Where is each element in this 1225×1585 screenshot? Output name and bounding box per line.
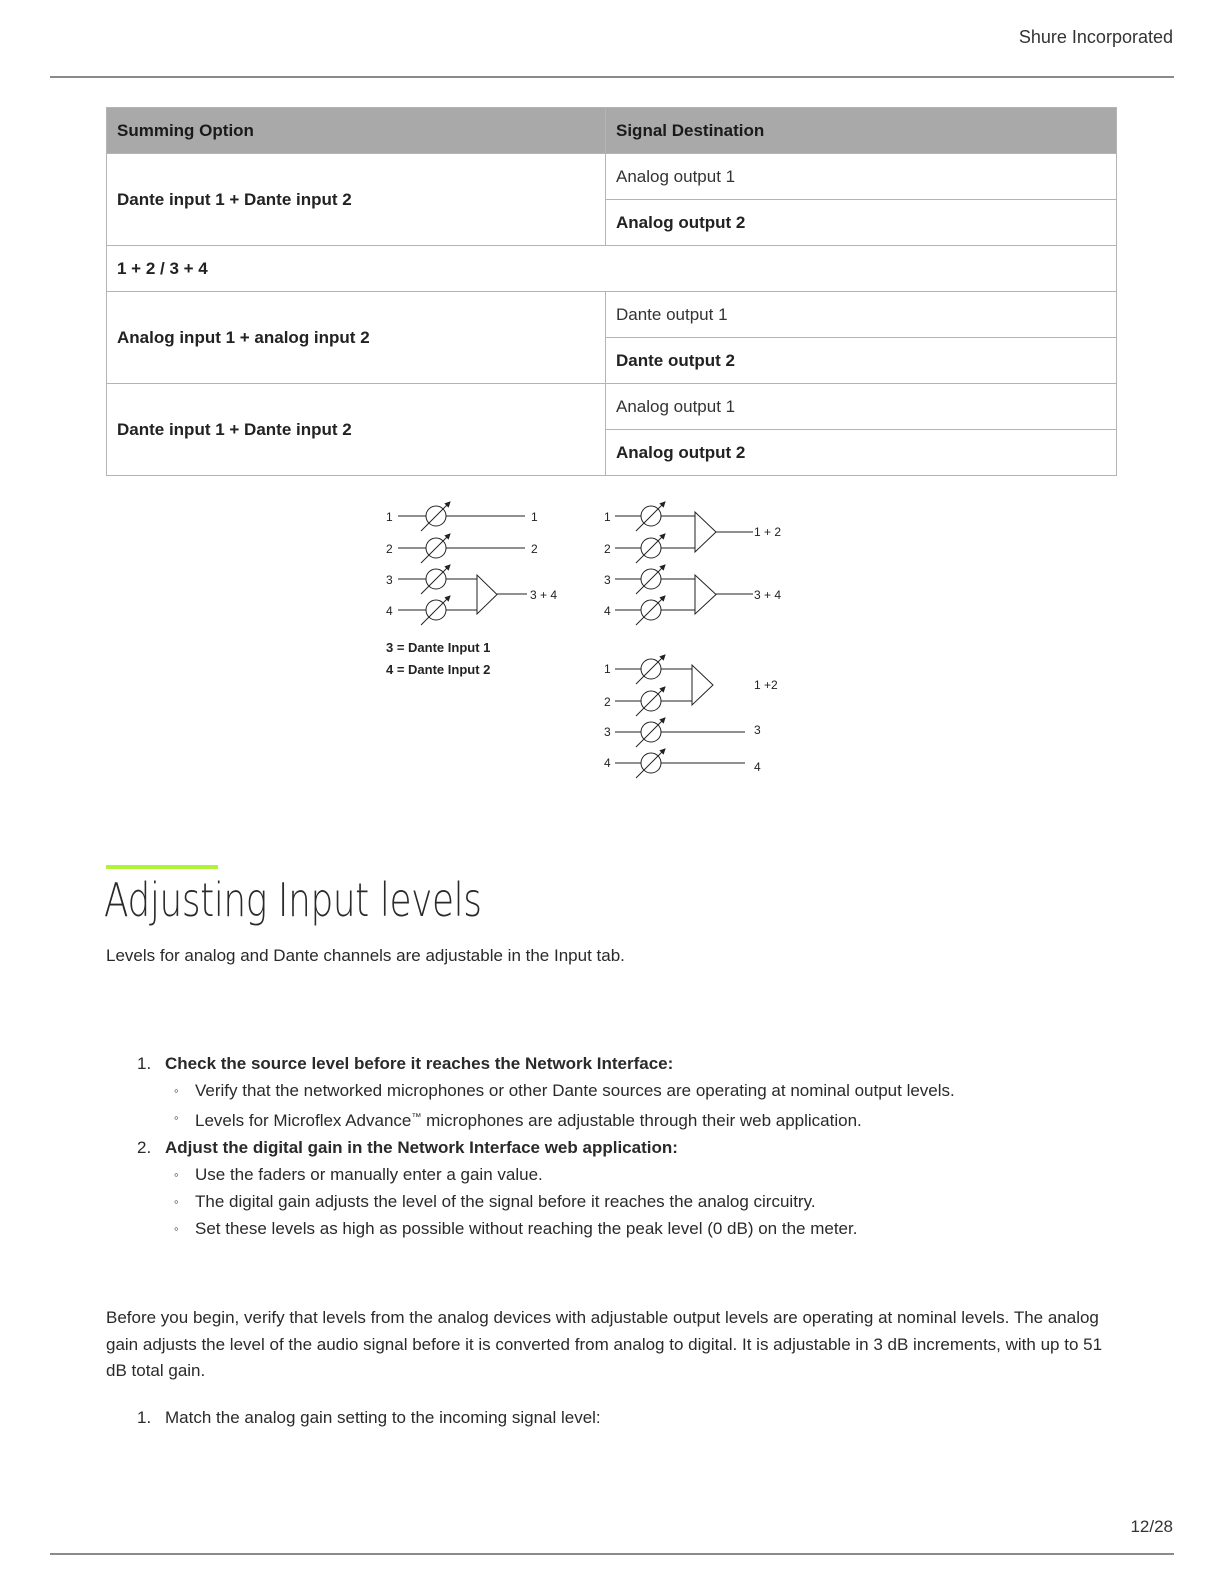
input-label: 3 [604, 725, 611, 739]
column-header-summing-option: Summing Option [107, 108, 606, 154]
sub-item-text: The digital gain adjusts the level of the signal before it reaches the analog circuitry. [195, 1192, 816, 1211]
input-label: 1 [604, 662, 611, 676]
input-label: 3 [604, 573, 611, 587]
column-header-signal-destination: Signal Destination [606, 108, 1117, 154]
table-row [107, 292, 1117, 338]
step-heading: Check the source level before it reaches the Network Interface: [165, 1054, 674, 1073]
sum-label: 3 + 4 [530, 588, 558, 602]
output-label: 3 [754, 723, 761, 737]
sub-item-text: Set these levels as high as possible without reaching the peak level (0 dB) on the meter. [195, 1219, 858, 1238]
input-label: 4 [386, 604, 393, 618]
step-number: 1. [137, 1054, 152, 1073]
table-row [107, 384, 1117, 430]
sub-item-text: microphones are adjustable through their web application. [421, 1111, 862, 1130]
destination-cell: Analog output 1 [606, 154, 1117, 200]
destination-cell: Analog output 2 [606, 430, 1117, 476]
input-label: 4 [604, 604, 611, 618]
section-title: Adjusting Input levels [104, 873, 482, 927]
list-item [106, 1134, 1116, 1242]
analog-steps-list [106, 1404, 601, 1431]
page-number: 12/28 [1130, 1517, 1173, 1536]
step-text: Match the analog gain setting to the incoming signal level: [165, 1408, 601, 1427]
sub-list-item [165, 1077, 1116, 1104]
sub-list-item [165, 1104, 1116, 1134]
list-item [106, 1404, 601, 1431]
section-label-cell: 1 + 2 / 3 + 4 [107, 246, 1117, 292]
step-number: 2. [137, 1138, 152, 1157]
table-header-row [107, 108, 1117, 154]
list-item [106, 1050, 1116, 1134]
summing-option-cell: Dante input 1 + Dante input 2 [107, 384, 606, 476]
destination-cell: Analog output 2 [606, 200, 1117, 246]
step-heading: Adjust the digital gain in the Network Interface web application: [165, 1138, 678, 1157]
output-label: 2 [531, 542, 538, 556]
sub-list [165, 1077, 1116, 1134]
table-row [107, 154, 1117, 200]
sub-list [165, 1161, 1116, 1242]
destination-cell: Analog output 1 [606, 384, 1117, 430]
sum-label: 3 + 4 [754, 588, 782, 602]
table-section-row [107, 246, 1117, 292]
summing-option-cell: Dante input 1 + Dante input 2 [107, 154, 606, 246]
company-name: Shure Incorporated [1018, 27, 1173, 47]
sub-item-text: Use the faders or manually enter a gain value. [195, 1165, 543, 1184]
input-label: 2 [604, 695, 611, 709]
sub-list-item [165, 1161, 1116, 1188]
sub-list-item [165, 1215, 1116, 1242]
legend-label: 3 = Dante Input 1 [386, 640, 491, 655]
input-label: 3 [386, 573, 393, 587]
analog-gain-paragraph: Before you begin, verify that levels from the analog devices with adjustable output levels are operating at nominal levels. The analog gain adjusts the level of the audio signal before it is converted from analog to digital. It is adjustable in 3 dB increments, with up to 51 dB total gain. [106, 1308, 1103, 1380]
sub-item-text: Levels for Microflex Advance [195, 1111, 412, 1130]
summing-option-cell: Analog input 1 + analog input 2 [107, 292, 606, 384]
trademark-symbol: ™ [411, 1112, 422, 1123]
sum-label: 1 + 2 [754, 525, 782, 539]
destination-cell: Dante output 2 [606, 338, 1117, 384]
sum-label: 1 +2 [754, 678, 778, 692]
input-label: 2 [604, 542, 611, 556]
footer-divider [50, 1553, 1174, 1555]
input-label: 2 [386, 542, 393, 556]
summing-diagram [375, 492, 815, 792]
sub-list-item [165, 1188, 1116, 1215]
section-accent-bar [106, 865, 218, 869]
header-divider [50, 76, 1174, 78]
right-top-diagram [615, 512, 753, 614]
section-intro: Levels for analog and Dante channels are adjustable in the Input tab. [106, 946, 625, 965]
summing-table [106, 107, 1117, 476]
left-diagram [398, 516, 527, 614]
legend-label: 4 = Dante Input 2 [386, 662, 491, 677]
input-label: 1 [604, 510, 611, 524]
destination-cell: Dante output 1 [606, 292, 1117, 338]
digital-steps-list [106, 1050, 1116, 1242]
output-label: 1 [531, 510, 538, 524]
output-label: 4 [754, 760, 761, 774]
step-number: 1. [137, 1408, 152, 1427]
input-label: 1 [386, 510, 393, 524]
input-label: 4 [604, 756, 611, 770]
right-bottom-diagram [615, 665, 745, 763]
sub-item-text: Verify that the networked microphones or other Dante sources are operating at nominal output levels. [195, 1081, 955, 1100]
